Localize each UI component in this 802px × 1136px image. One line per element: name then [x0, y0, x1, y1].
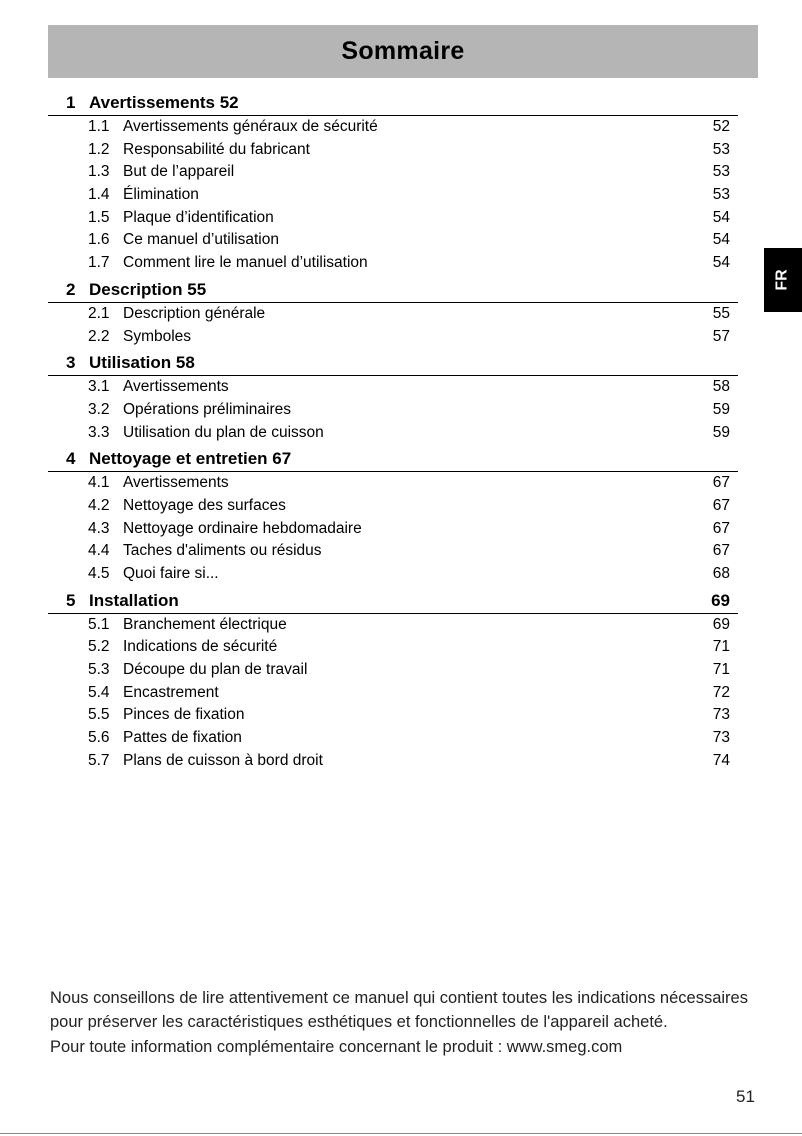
toc-entry[interactable] [48, 563, 738, 586]
entry-number: 5.5 [88, 706, 110, 724]
entry-number: 4.2 [88, 496, 110, 514]
toc-section-heading[interactable] [48, 589, 738, 614]
toc-entry[interactable] [48, 727, 738, 750]
toc-entry[interactable] [48, 229, 738, 252]
toc-entry[interactable] [48, 659, 738, 682]
entry-number: 5.3 [88, 661, 110, 679]
entry-page: 68 [712, 565, 730, 582]
section-number: 5 [66, 590, 76, 610]
entry-number: 4.4 [88, 542, 110, 560]
entry-title: Taches d'aliments ou résidus [123, 542, 322, 560]
entry-title: Indications de sécurité [123, 638, 278, 656]
toc-section-heading[interactable] [48, 351, 738, 376]
toc-entry[interactable] [48, 139, 738, 162]
entry-title: Branchement électrique [123, 615, 287, 633]
entry-title: Plans de cuisson à bord droit [123, 751, 323, 769]
entry-title: Découpe du plan de travail [123, 661, 308, 679]
toc-entry[interactable] [48, 303, 738, 326]
footer-text [50, 987, 760, 1060]
entry-title: Opérations préliminaires [123, 400, 291, 418]
entry-page: 67 [712, 496, 730, 514]
entry-title: Description générale [123, 304, 266, 322]
entry-page: 53 [712, 186, 730, 204]
entry-title: Nettoyage ordinaire hebdomadaire [123, 519, 362, 537]
section-title: Avertissements 52 [89, 93, 239, 112]
entry-title: Élimination [123, 186, 199, 204]
entry-page: 54 [712, 254, 730, 272]
entry-number: 5.1 [88, 615, 110, 633]
bottom-divider [0, 1133, 802, 1134]
entry-page: 58 [712, 378, 730, 396]
entry-page: 53 [712, 140, 730, 158]
entry-title: Utilisation du plan de cuisson [123, 423, 324, 441]
entry-number: 1.3 [88, 163, 110, 181]
entry-title: Nettoyage des surfaces [123, 496, 286, 514]
page-title: Sommaire [341, 37, 465, 65]
toc-entry[interactable] [48, 399, 738, 422]
entry-number: 3.2 [88, 400, 110, 418]
toc-section-heading[interactable] [48, 91, 738, 116]
toc-entry[interactable] [48, 376, 738, 399]
entry-number: 4.1 [88, 474, 110, 492]
section-page: 69 [711, 590, 730, 610]
entry-number: 5.6 [88, 729, 110, 747]
entry-page: 55 [712, 304, 730, 322]
toc-entry[interactable] [48, 518, 738, 541]
entry-title: Comment lire le manuel d’utilisation [123, 254, 368, 272]
toc-entry[interactable] [48, 326, 738, 349]
section-number: 4 [66, 449, 76, 469]
toc-entry[interactable] [48, 704, 738, 727]
entry-title: Avertissements [123, 378, 229, 396]
entry-page: 67 [712, 519, 730, 537]
entry-page: 59 [712, 400, 730, 418]
entry-number: 2.1 [88, 304, 110, 322]
entry-title: Quoi faire si... [123, 565, 219, 582]
entry-title: Encastrement [123, 683, 219, 701]
entry-number: 3.1 [88, 378, 110, 396]
entry-number: 1.2 [88, 140, 110, 158]
entry-page: 71 [712, 638, 730, 656]
section-number: 1 [66, 93, 76, 112]
toc-entry[interactable] [48, 252, 738, 275]
entry-page: 53 [712, 163, 730, 181]
entry-number: 1.4 [88, 186, 110, 204]
entry-number: 1.5 [88, 208, 110, 226]
toc-entry[interactable] [48, 682, 738, 705]
toc-section-heading[interactable] [48, 447, 738, 472]
page-number: 51 [736, 1087, 755, 1106]
entry-page: 74 [712, 751, 730, 769]
entry-number: 4.5 [88, 565, 110, 582]
language-tab [764, 248, 802, 312]
section-number: 2 [66, 279, 76, 299]
entry-title: Pattes de fixation [123, 729, 242, 747]
toc-entry[interactable] [48, 116, 738, 139]
section-title: Installation [89, 590, 179, 610]
entry-page: 67 [712, 542, 730, 560]
entry-page: 54 [712, 231, 730, 249]
entry-number: 1.1 [88, 118, 110, 135]
section-number: 3 [66, 353, 76, 373]
toc-entry[interactable] [48, 750, 738, 773]
language-tab-label: FR [773, 269, 791, 291]
section-title: Utilisation 58 [89, 353, 195, 373]
entry-page: 71 [712, 661, 730, 679]
entry-page: 52 [712, 118, 730, 135]
entry-page: 69 [712, 615, 730, 633]
entry-title: Ce manuel d’utilisation [123, 231, 279, 249]
entry-number: 4.3 [88, 519, 110, 537]
entry-title: Symboles [123, 327, 192, 345]
entry-number: 1.6 [88, 231, 110, 249]
entry-title: Avertissements [123, 474, 229, 492]
entry-page: 59 [712, 423, 730, 441]
toc-entry[interactable] [48, 636, 738, 659]
toc-entry[interactable] [48, 472, 738, 495]
toc-entry[interactable] [48, 161, 738, 184]
entry-title: Plaque d’identification [123, 208, 274, 226]
entry-page: 54 [712, 208, 730, 226]
intro-paragraph: Nous conseillons de lire attentivement ce manuel qui contient toutes les indications nécessaires pour préserver les caractéristiques esthétiques et fonctionnelles de l'appareil acheté. [50, 989, 748, 1031]
section-title: Description 55 [89, 279, 207, 299]
entry-title: But de l’appareil [123, 163, 235, 181]
entry-page: 72 [712, 683, 730, 701]
entry-page: 57 [712, 327, 730, 345]
toc-entry[interactable] [48, 614, 738, 637]
toc-entry[interactable] [48, 184, 738, 207]
entry-number: 5.4 [88, 683, 110, 701]
website-info: Pour toute information complémentaire concernant le produit : www.smeg.com [50, 1038, 623, 1056]
toc-entry[interactable] [48, 540, 738, 563]
toc-entry[interactable] [48, 495, 738, 518]
toc-entry[interactable] [48, 422, 738, 445]
entry-number: 5.7 [88, 751, 110, 769]
entry-title: Pinces de fixation [123, 706, 245, 724]
entry-number: 5.2 [88, 638, 110, 656]
entry-number: 2.2 [88, 327, 110, 345]
entry-number: 3.3 [88, 423, 110, 441]
entry-title: Responsabilité du fabricant [123, 140, 310, 158]
table-of-contents [48, 91, 738, 773]
entry-page: 67 [712, 474, 730, 492]
entry-page: 73 [712, 729, 730, 747]
toc-entry[interactable] [48, 207, 738, 230]
entry-title: Avertissements généraux de sécurité [123, 118, 378, 135]
page-header [48, 25, 758, 78]
section-title: Nettoyage et entretien 67 [89, 449, 292, 469]
entry-page: 73 [712, 706, 730, 724]
toc-section-heading[interactable] [48, 278, 738, 303]
entry-number: 1.7 [88, 254, 110, 272]
